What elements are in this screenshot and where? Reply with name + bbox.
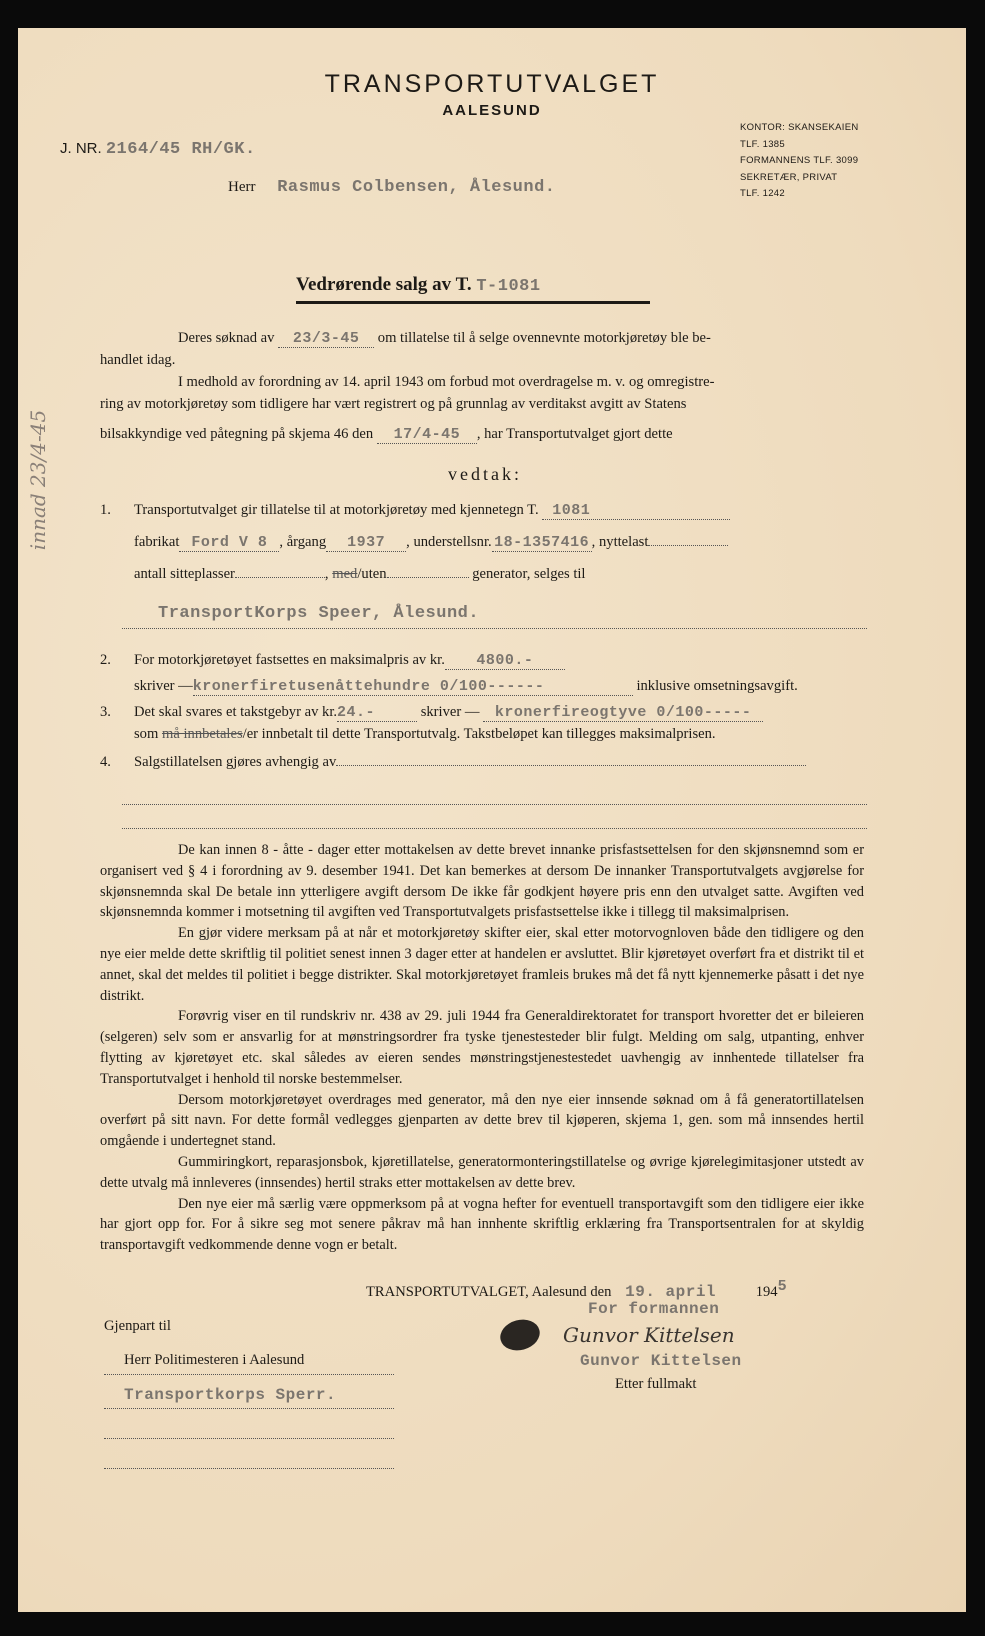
price-words-field [193, 678, 633, 696]
dotted-line [104, 1438, 394, 1439]
generator-field [387, 577, 469, 578]
text: /uten [357, 566, 387, 582]
condition-field [336, 765, 806, 766]
text: generator, selges til [472, 566, 586, 582]
paragraph: Dersom motorkjøretøyet overdrages med generator, må den nye eier innsende søknad om å få generatortillatelsen overført på sitt navn. For dette formål vedlegges gjenparten av dette brev til kjøperen, skjema 1, gen. som må innsendes hertil omgående i undertegnet stand. [100, 1091, 864, 1150]
item-2-line-2 [134, 678, 798, 696]
item-1-line-3: antall sitteplasser , med/uten generator, selges til [134, 566, 586, 582]
text: , nyttelast [591, 534, 649, 550]
valuation-date: 17/4-45 [393, 426, 461, 443]
year-field [326, 534, 406, 552]
recipient-name: Rasmus Colbensen, Ålesund. [277, 178, 556, 197]
journal-value: 2164/45 RH/GK. [105, 140, 256, 159]
contact-line: TLF. 1242 [740, 188, 785, 199]
item-number: 2. [100, 652, 111, 668]
date-field [377, 426, 477, 444]
ink-stamp [497, 1315, 543, 1354]
item-1-line-2 [134, 534, 728, 552]
item-4-line-1 [134, 754, 806, 771]
fee-words: kronerfireogtyve 0/100----- [494, 704, 752, 721]
text: , årgang [279, 534, 327, 550]
paragraph: De kan innen 8 - åtte - dager etter mottakelsen av dette brevet innanke prisfastsettelsen for den skjønsnemnd som er organisert ved § 4 i forordning av 9. desember 1941. Det kan bemerkes at dersom De innanker Transportutvalgets avgjørelse for skjønsnemnda skal De betale inn ytterligere avgift dersom De ikke får godkjent høyere pris enn den utvalget satte. Avgiften ved skjønsnemnda kommer i motsetning til avgiften ved Transportutvalgets prisfastsettelse ikke i tillegg til maksimalprisen. [100, 842, 864, 921]
subject-line [296, 274, 541, 296]
buyer [158, 604, 479, 623]
text: Deres søknad av [178, 330, 275, 346]
fee: 24.- [337, 704, 376, 721]
letterhead-contact [740, 120, 859, 203]
document-page [18, 28, 966, 1612]
intro-line-4: ring av motorkjøretøy som tidligere har vært registrert og på grunnlag av verditakst avgitt av Statens [100, 396, 687, 412]
margin-note: innad 23/4-45 [26, 409, 50, 551]
make: Ford V 8 [191, 534, 268, 551]
signature-and-copies [18, 1278, 966, 1518]
signature-date: 19. april [625, 1282, 717, 1301]
text: Det skal svares et takstgebyr av kr. [134, 704, 338, 720]
signer-name: Gunvor Kittelsen [580, 1351, 742, 1370]
text: fabrikat [134, 534, 180, 550]
text: skriver — [420, 704, 480, 720]
item-3-line-2 [134, 726, 716, 743]
copy-recipient: Transportkorps Sperr. [124, 1385, 337, 1404]
text: skriver — [134, 678, 193, 694]
item-2-line-1 [134, 652, 565, 670]
chassis-number: 18-1357416 [494, 534, 590, 551]
item-1-line-1 [134, 502, 730, 520]
text: 194 [755, 1283, 778, 1300]
dotted-line [104, 1468, 394, 1469]
intro-line-2: handlet idag. [100, 352, 176, 368]
text: , har Transportutvalget gjort dette [476, 426, 673, 442]
contact-line: SEKRETÆR, PRIVAT [740, 171, 838, 183]
item-number: 1. [100, 502, 111, 518]
text: /er innbetalt til dette Transportutvalg. Takstbeløpet kan tillegges maksimalprisen. [242, 726, 716, 742]
item-number: 4. [100, 754, 111, 770]
text: bilsakkyndige ved påtegning på skjema 46 den [100, 426, 374, 442]
text: som [134, 726, 159, 742]
item-number: 3. [100, 704, 111, 720]
application-date: 23/3-45 [292, 330, 360, 347]
text: TRANSPORTUTVALGET, Aalesund den [366, 1283, 612, 1300]
intro-line-3: I medhold av forordning av 14. april 1943 om forbud mot overdragelse m. v. og omregistre- [178, 374, 715, 390]
date-field [278, 330, 374, 348]
struck-text: må innbetales [161, 726, 243, 742]
terms-text [100, 840, 864, 1256]
contact-line: TLF. 1385 [740, 138, 785, 150]
journal-number [60, 140, 256, 159]
text: , understellsnr. [406, 534, 492, 550]
vedtak-heading: vedtak: [448, 464, 522, 484]
seats-field [235, 577, 325, 578]
paragraph: Forøvrig viser en til rundskriv nr. 438 av 29. juli 1944 fra Generaldirektoratet for transport hvoretter det er bileieren (selgeren) selv som er ansvarlig for at mønstringsordrer fra tyske tjenestesteder blir fulgt. Melding om salg, utpanting, enhver flytting av kjøretøyet etc. skal således av eieren sendes mønstringstjenestestedet uavhengig av innhentede tillatelser fra Transportutvalget i henhold til norske bestemmelser. [100, 1008, 864, 1087]
journal-label: J. NR. [60, 140, 102, 157]
salutation: Herr [228, 179, 256, 195]
text: Transportutvalget gir tillatelse til at motorkjøretøy med kjennetegn T. [134, 502, 539, 518]
fee-words-field [483, 704, 763, 722]
text: For motorkjøretøyet fastsettes en maksimalpris av kr. [134, 652, 445, 668]
subject-value: T-1081 [476, 277, 541, 296]
intro-line-5 [100, 426, 673, 444]
dotted-line [122, 828, 867, 829]
max-price-words: kronerfiretusenåttehundre 0/100------ [192, 678, 545, 695]
signature-scribble: Gunvor Kittelsen [563, 1322, 735, 1347]
make-field [179, 534, 279, 552]
item-3-line-1 [134, 704, 763, 722]
intro-line-1 [178, 330, 711, 348]
subject-underline [296, 301, 650, 304]
signature-place-date [366, 1278, 787, 1301]
paragraph: Den nye eier må særlig være oppmerksom på at vogna hefter for eventuell transportavgift som den tidligere eier ikke har gjort opp for. For å sikre seg mot senere påkrav må han innhente skriftlig erklæring fra Transportsentralen for at skyldig transportavgift vedkommende denne vogn er betalt. [100, 1195, 864, 1254]
recipient [228, 178, 555, 197]
subject-label: Vedrørende salg av T. [296, 274, 472, 295]
copies-label: Gjenpart til [104, 1317, 171, 1334]
text: inklusive omsetningsavgift. [636, 678, 798, 694]
dotted-line [122, 804, 867, 805]
text: Salgstillatelsen gjøres avhengig av [134, 754, 337, 770]
buyer-name: TransportKorps Speer, Ålesund. [158, 604, 480, 623]
for-chairman: For formannen [588, 1299, 720, 1318]
dotted-line [104, 1374, 394, 1375]
paragraph: En gjør videre merksam på at når et motorkjøretøy skifter eier, skal etter motorvognloven både den tidligere og den nye eier melde dette skriftlig til politiet senest innen 3 dager etter at handelen er avsluttet. Blir kjøretøyet overført fra et distrikt til et annet, skal det meldes til politiet i begge distrikter. Skal motorkjøretøyet framleis brukes må det få nytt kjennemerke påsatt i det nye distrikt. [100, 925, 864, 1004]
price-field [445, 652, 565, 670]
registration-number: 1081 [552, 502, 591, 519]
dotted-line [104, 1408, 394, 1409]
dotted-line [122, 628, 867, 629]
letterhead-subtitle: AALESUND [442, 102, 542, 119]
contact-line: FORMANNENS TLF. 3099 [740, 155, 859, 166]
model-year: 1937 [347, 534, 386, 551]
paragraph: Gummiringkort, reparasjonsbok, kjøretillatelse, generatormonteringstillatelse og øvrige kjørelegimitasjoner utstedt av dette utvalg må innleveres (innsendes) hertil straks etter mottakelsen av dette brev. [100, 1153, 864, 1191]
handwritten-signature [563, 1322, 735, 1348]
max-price: 4800.- [476, 652, 534, 669]
lower-section [18, 840, 966, 1518]
chassis-field [492, 534, 592, 552]
reg-field [542, 502, 730, 520]
text: om tillatelse til å selge ovennevnte motorkjøretøy ble be- [377, 330, 711, 346]
copy-recipient: Herr Politimesteren i Aalesund [124, 1351, 305, 1368]
year-suffix: 5 [777, 1277, 788, 1295]
contact-line: KONTOR: SKANSEKAIEN [740, 122, 859, 133]
payload-field [648, 545, 728, 546]
fee-field [337, 704, 417, 722]
authority: Etter fullmakt [615, 1375, 697, 1392]
text: antall sitteplasser [134, 566, 235, 582]
med-struck: med [332, 566, 358, 582]
letterhead-title: TRANSPORTUTVALGET [324, 70, 660, 98]
